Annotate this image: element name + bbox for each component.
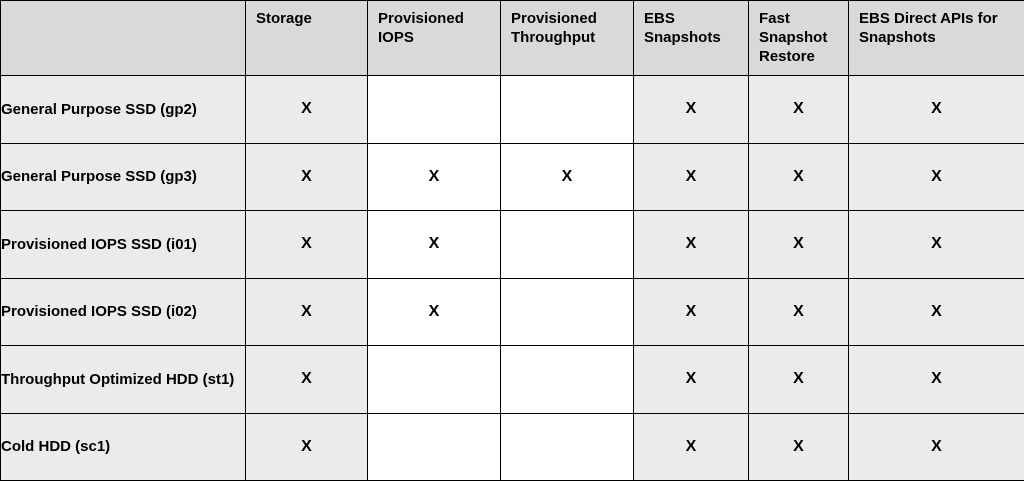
- row-label-sc1: Cold HDD (sc1): [1, 413, 246, 480]
- check-mark-icon: X: [685, 167, 697, 185]
- column-header-provisioned-throughput: Provisioned Throughput: [501, 1, 634, 76]
- cell-gp2-ebs-snapshots: [634, 76, 749, 143]
- cell-io1-ebs-direct-apis: [849, 211, 1024, 278]
- cell-io1-ebs-snapshots: [634, 211, 749, 278]
- cell-io2-provisioned-throughput: [501, 278, 634, 345]
- row-label-io1: Provisioned IOPS SSD (i01): [1, 211, 246, 278]
- column-header-fast-snapshot-restore: Fast Snapshot Restore: [749, 1, 849, 76]
- cell-sc1-ebs-direct-apis: [849, 413, 1024, 480]
- cell-sc1-ebs-snapshots: [634, 413, 749, 480]
- cell-st1-storage: [246, 346, 368, 413]
- cell-io1-fast-snapshot-restore: [749, 211, 849, 278]
- cell-gp3-storage: [246, 143, 368, 210]
- cell-io2-ebs-snapshots: [634, 278, 749, 345]
- row-label-io2: Provisioned IOPS SSD (i02): [1, 278, 246, 345]
- cell-st1-provisioned-iops: [368, 346, 501, 413]
- cell-sc1-storage: [246, 413, 368, 480]
- cell-gp3-fast-snapshot-restore: [749, 143, 849, 210]
- cell-io1-storage: [246, 211, 368, 278]
- check-mark-icon: X: [931, 167, 942, 185]
- cell-sc1-fast-snapshot-restore: [749, 413, 849, 480]
- check-mark-icon: X: [793, 235, 804, 253]
- check-mark-icon: X: [301, 370, 312, 388]
- cell-io2-provisioned-iops: [368, 278, 501, 345]
- table-row: [1, 143, 1024, 210]
- cell-sc1-provisioned-throughput: [501, 413, 634, 480]
- check-mark-icon: X: [301, 302, 312, 320]
- check-mark-icon: X: [301, 167, 312, 185]
- check-mark-icon: X: [793, 302, 804, 320]
- check-mark-icon: X: [793, 370, 804, 388]
- cell-io2-storage: [246, 278, 368, 345]
- row-label-st1: Throughput Optimized HDD (st1): [1, 346, 246, 413]
- column-header-provisioned-iops: Provisioned IOPS: [368, 1, 501, 76]
- check-mark-icon: X: [685, 302, 697, 320]
- cell-io1-provisioned-iops: [368, 211, 501, 278]
- check-mark-icon: X: [793, 167, 804, 185]
- cell-gp2-provisioned-throughput: [501, 76, 634, 143]
- check-mark-icon: X: [931, 437, 942, 455]
- check-mark-icon: X: [561, 167, 573, 185]
- cell-gp3-provisioned-iops: [368, 143, 501, 210]
- table-row: [1, 413, 1024, 480]
- check-mark-icon: X: [685, 370, 697, 388]
- check-mark-icon: X: [685, 235, 697, 253]
- check-mark-icon: X: [685, 100, 697, 118]
- table-row: [1, 211, 1024, 278]
- cell-gp2-storage: [246, 76, 368, 143]
- table-row: [1, 278, 1024, 345]
- check-mark-icon: X: [931, 235, 942, 253]
- cell-gp3-ebs-direct-apis: [849, 143, 1024, 210]
- check-mark-icon: X: [685, 437, 697, 455]
- cell-st1-fast-snapshot-restore: [749, 346, 849, 413]
- column-header-storage: Storage: [246, 1, 368, 76]
- check-mark-icon: X: [428, 235, 440, 253]
- cell-gp3-provisioned-throughput: [501, 143, 634, 210]
- column-header-ebs-snapshots: EBS Snapshots: [634, 1, 749, 76]
- check-mark-icon: X: [793, 437, 804, 455]
- cell-io2-fast-snapshot-restore: [749, 278, 849, 345]
- row-label-gp2: General Purpose SSD (gp2): [1, 76, 246, 143]
- cell-gp2-ebs-direct-apis: [849, 76, 1024, 143]
- cell-gp2-fast-snapshot-restore: [749, 76, 849, 143]
- cell-gp2-provisioned-iops: [368, 76, 501, 143]
- check-mark-icon: X: [931, 302, 942, 320]
- check-mark-icon: X: [301, 235, 312, 253]
- table-header-row: [1, 1, 1024, 76]
- cell-gp3-ebs-snapshots: [634, 143, 749, 210]
- row-label-gp3: General Purpose SSD (gp3): [1, 143, 246, 210]
- cell-io1-provisioned-throughput: [501, 211, 634, 278]
- check-mark-icon: X: [793, 100, 804, 118]
- check-mark-icon: X: [428, 167, 440, 185]
- column-header-ebs-direct-apis: EBS Direct APIs for Snapshots: [849, 1, 1024, 76]
- cell-sc1-provisioned-iops: [368, 413, 501, 480]
- check-mark-icon: X: [428, 302, 440, 320]
- check-mark-icon: X: [301, 437, 312, 455]
- cell-st1-provisioned-throughput: [501, 346, 634, 413]
- cell-io2-ebs-direct-apis: [849, 278, 1024, 345]
- check-mark-icon: X: [301, 100, 312, 118]
- check-mark-icon: X: [931, 100, 942, 118]
- table-corner-cell: [1, 1, 246, 76]
- check-mark-icon: X: [931, 370, 942, 388]
- table-row: [1, 346, 1024, 413]
- cell-st1-ebs-direct-apis: [849, 346, 1024, 413]
- table-row: [1, 76, 1024, 143]
- cell-st1-ebs-snapshots: [634, 346, 749, 413]
